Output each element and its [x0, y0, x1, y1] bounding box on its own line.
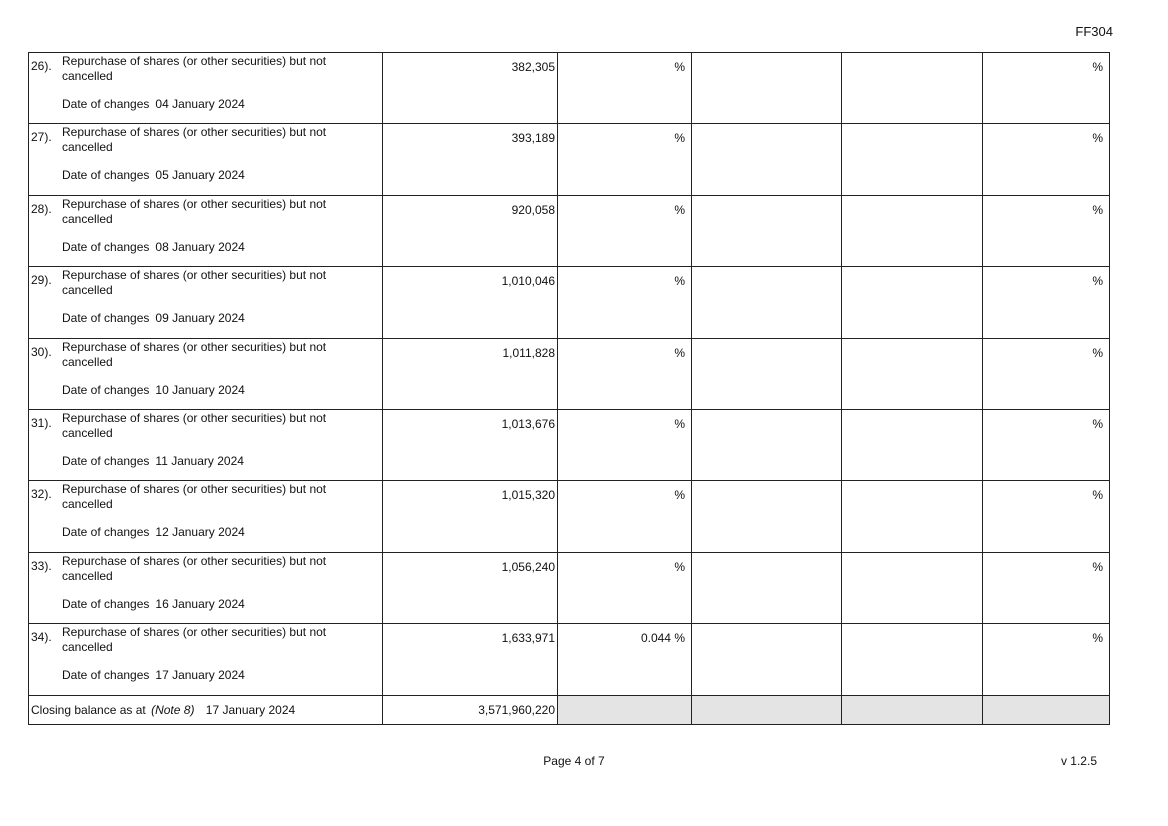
empty-cell — [692, 338, 842, 409]
date-of-changes — [62, 454, 244, 468]
description-cell — [29, 624, 383, 695]
description-cell — [29, 481, 383, 552]
table-row — [29, 338, 1110, 409]
description-cell — [29, 552, 383, 623]
last-percent-cell: % — [983, 338, 1110, 409]
empty-cell — [842, 409, 983, 480]
row-index: 28). — [31, 201, 52, 216]
closing-balance-note: (Note 8) — [151, 702, 195, 717]
table-row — [29, 124, 1110, 195]
date-label: Date of changes — [62, 668, 150, 683]
percent-cell: % — [558, 338, 692, 409]
empty-cell — [842, 267, 983, 338]
empty-cell — [842, 195, 983, 266]
row-description: Repurchase of shares (or other securities) but not cancelled — [62, 125, 327, 155]
shaded-cell — [692, 695, 842, 724]
table-row — [29, 624, 1110, 695]
last-percent-cell: % — [983, 624, 1110, 695]
table-row — [29, 481, 1110, 552]
empty-cell — [692, 481, 842, 552]
date-of-changes — [62, 311, 245, 325]
description-cell — [29, 267, 383, 338]
closing-balance-label-cell — [29, 695, 383, 724]
date-label: Date of changes — [62, 382, 150, 397]
last-percent-cell: % — [983, 409, 1110, 480]
row-index: 31). — [31, 415, 52, 430]
percent-cell: % — [558, 267, 692, 338]
shares-cell: 1,633,971 — [383, 624, 558, 695]
shares-cell: 1,010,046 — [383, 267, 558, 338]
description-cell — [29, 338, 383, 409]
closing-balance-date: 17 January 2024 — [205, 702, 296, 717]
row-index: 32). — [31, 487, 52, 502]
form-code: FF304 — [1075, 24, 1113, 39]
last-percent-cell: % — [983, 124, 1110, 195]
date-label: Date of changes — [62, 239, 150, 254]
row-index: 33). — [31, 558, 52, 573]
date-value: 10 January 2024 — [155, 382, 245, 397]
date-value: 12 January 2024 — [155, 525, 245, 540]
date-label: Date of changes — [62, 453, 150, 468]
row-description: Repurchase of shares (or other securities) but not cancelled — [62, 54, 327, 83]
table-row — [29, 53, 1110, 124]
empty-cell — [842, 481, 983, 552]
closing-balance-value: 3,571,960,220 — [383, 695, 558, 724]
table-row — [29, 409, 1110, 480]
table-body — [29, 53, 1110, 725]
date-value: 16 January 2024 — [155, 596, 245, 611]
shares-cell: 1,015,320 — [383, 481, 558, 552]
percent-cell: % — [558, 53, 692, 124]
row-index: 26). — [31, 59, 52, 73]
percent-cell: % — [558, 195, 692, 266]
shares-cell: 393,189 — [383, 124, 558, 195]
empty-cell — [692, 195, 842, 266]
date-label: Date of changes — [62, 525, 150, 540]
percent-cell: % — [558, 481, 692, 552]
shaded-cell — [842, 695, 983, 724]
page-number: Page 4 of 7 — [543, 754, 605, 768]
shares-cell: 920,058 — [383, 195, 558, 266]
shares-cell: 382,305 — [383, 53, 558, 124]
date-of-changes — [62, 240, 245, 254]
description-cell — [29, 409, 383, 480]
row-index: 29). — [31, 273, 52, 288]
date-value: 17 January 2024 — [155, 668, 245, 683]
empty-cell — [842, 624, 983, 695]
date-of-changes — [62, 97, 245, 111]
date-of-changes — [62, 383, 245, 397]
empty-cell — [842, 552, 983, 623]
percent-cell: % — [558, 124, 692, 195]
date-of-changes — [62, 525, 245, 539]
version-label: v 1.2.5 — [1060, 754, 1097, 768]
row-description: Repurchase of shares (or other securities) but not cancelled — [62, 339, 327, 369]
empty-cell — [842, 124, 983, 195]
empty-cell — [692, 552, 842, 623]
shaded-cell — [558, 695, 692, 724]
percent-cell: % — [558, 552, 692, 623]
percent-cell: % — [558, 409, 692, 480]
row-index: 27). — [31, 130, 52, 145]
empty-cell — [692, 267, 842, 338]
percent-cell: 0.044 % — [558, 624, 692, 695]
row-description: Repurchase of shares (or other securities) but not cancelled — [62, 410, 327, 440]
date-of-changes — [62, 168, 245, 182]
table-row — [29, 552, 1110, 623]
date-value: 09 January 2024 — [155, 311, 245, 326]
description-cell — [29, 195, 383, 266]
description-cell — [29, 124, 383, 195]
date-value: 04 January 2024 — [155, 97, 245, 111]
row-index: 30). — [31, 344, 52, 359]
date-value: 11 January 2024 — [155, 453, 244, 468]
shares-cell: 1,056,240 — [383, 552, 558, 623]
date-label: Date of changes — [62, 168, 150, 183]
row-description: Repurchase of shares (or other securities) but not cancelled — [62, 268, 327, 298]
empty-cell — [692, 124, 842, 195]
empty-cell — [842, 53, 983, 124]
shares-cell: 1,011,828 — [383, 338, 558, 409]
last-percent-cell: % — [983, 481, 1110, 552]
row-description: Repurchase of shares (or other securities) but not cancelled — [62, 196, 327, 226]
last-percent-cell: % — [983, 53, 1110, 124]
date-label: Date of changes — [62, 596, 150, 611]
date-of-changes — [62, 597, 245, 611]
shares-cell: 1,013,676 — [383, 409, 558, 480]
empty-cell — [692, 53, 842, 124]
empty-cell — [842, 338, 983, 409]
table-row — [29, 195, 1110, 266]
table-row — [29, 267, 1110, 338]
date-value: 08 January 2024 — [155, 239, 245, 254]
row-description: Repurchase of shares (or other securities) but not cancelled — [62, 482, 327, 512]
closing-balance-row — [29, 695, 1110, 724]
last-percent-cell: % — [983, 267, 1110, 338]
description-cell — [29, 53, 383, 124]
row-description: Repurchase of shares (or other securities) but not cancelled — [62, 625, 327, 655]
row-index: 34). — [31, 630, 52, 645]
row-description: Repurchase of shares (or other securities) but not cancelled — [62, 553, 327, 583]
shaded-cell — [983, 695, 1110, 724]
closing-balance-label: Closing balance as at — [31, 702, 146, 717]
share-changes-table — [28, 52, 1110, 725]
last-percent-cell: % — [983, 552, 1110, 623]
date-of-changes — [62, 668, 245, 682]
date-label: Date of changes — [62, 97, 150, 111]
date-value: 05 January 2024 — [155, 168, 245, 183]
empty-cell — [692, 409, 842, 480]
last-percent-cell: % — [983, 195, 1110, 266]
empty-cell — [692, 624, 842, 695]
date-label: Date of changes — [62, 311, 150, 326]
